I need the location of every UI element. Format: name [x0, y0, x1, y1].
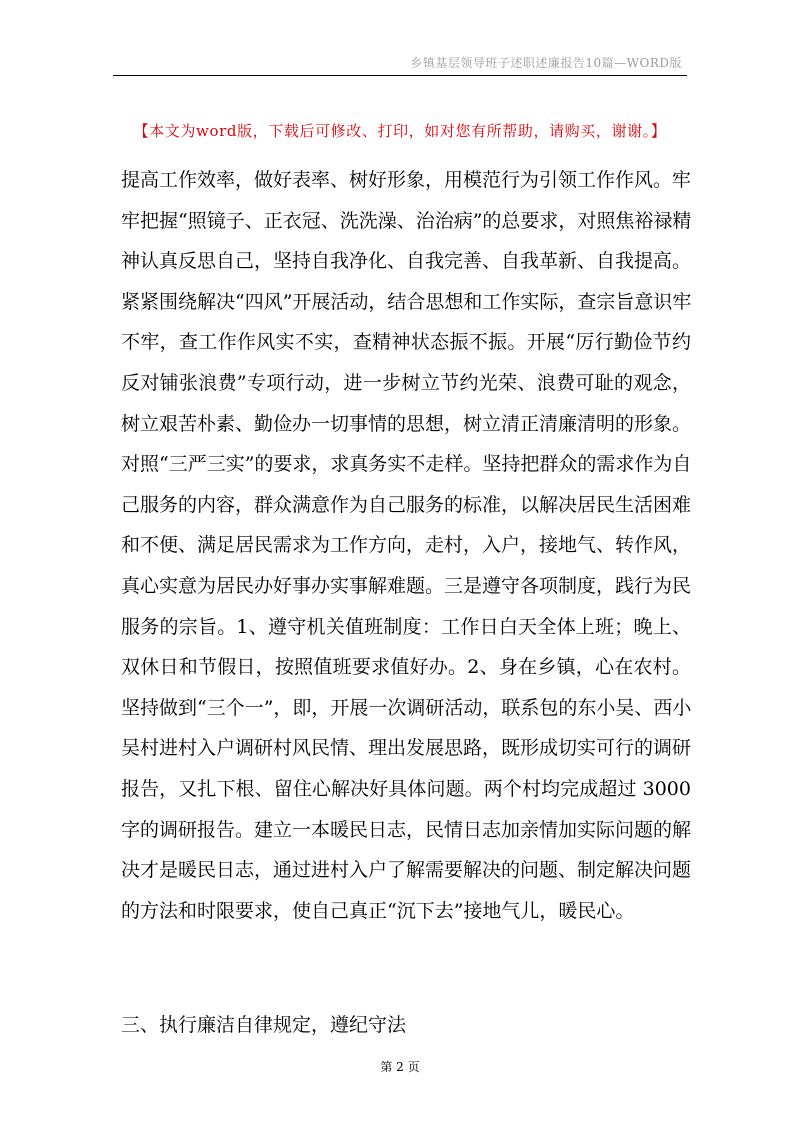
section-heading: 三、执行廉洁自律规定，遵纪守法	[121, 1014, 407, 1036]
body-line: 神认真反思自己，坚持自我净化、自我完善、自我革新、自我提高。	[121, 250, 691, 273]
body-line: 反对铺张浪费”专项行动，进一步树立节约光荣、浪费可耻的观念，	[121, 371, 691, 394]
header-divider	[113, 75, 687, 76]
body-paragraph	[121, 160, 691, 931]
body-line: 真心实意为居民办好事办实事解难题。三是遵守各项制度，践行为民	[121, 574, 691, 597]
body-line: 报告，又扎下根、留住心解决好具体问题。两个村均完成超过 3000	[121, 777, 691, 800]
body-line: 对照“三严三实”的要求，求真务实不走样。坚持把群众的需求作为自	[121, 453, 691, 476]
download-notice: 【本文为word版，下载后可修改、打印，如对您有所帮助，请购买，谢谢。】	[133, 122, 667, 140]
body-line: 和不便、满足居民需求为工作方向，走村，入户，接地气、转作风，	[121, 534, 691, 557]
body-line: 树立艰苦朴素、勤俭办一切事情的思想，树立清正清廉清明的形象。	[121, 412, 691, 435]
body-line: 字的调研报告。建立一本暖民日志，民情日志加亲情加实际问题的解	[121, 818, 691, 841]
body-line: 吴村进村入户调研村风民情、理出发展思路，既形成切实可行的调研	[121, 737, 691, 760]
body-line: 牢把握“照镜子、正衣冠、洗洗澡、治治病”的总要求，对照焦裕禄精	[121, 209, 691, 232]
body-line: 双休日和节假日，按照值班要求值好办。2、身在乡镇，心在农村。	[121, 656, 691, 679]
document-header-title: 乡镇基层领导班子述职述廉报告10篇—WORD版	[410, 56, 682, 70]
body-line: 服务的宗旨。1、遵守机关值班制度：工作日白天全体上班；晚上、	[121, 615, 691, 638]
body-line: 的方法和时限要求，使自己真正“沉下去”接地气儿，暖民心。	[121, 899, 635, 922]
page-number: 第 2 页	[380, 1060, 420, 1074]
body-line: 己服务的内容，群众满意作为自己服务的标准，以解决居民生活困难	[121, 493, 691, 516]
body-line: 紧紧围绕解决“四风”开展活动，结合思想和工作实际，查宗旨意识牢	[121, 290, 691, 313]
body-line: 坚持做到“三个一”，即，开展一次调研活动，联系包的东小吴、西小	[121, 696, 691, 719]
body-line: 决才是暖民日志，通过进村入户了解需要解决的问题、制定解决问题	[121, 859, 691, 882]
body-line: 提高工作效率，做好表率、树好形象，用模范行为引领工作作风。牢	[121, 169, 691, 191]
body-line: 不牢，查工作作风实不实，查精神状态振不振。开展“厉行勤俭节约	[121, 331, 691, 354]
